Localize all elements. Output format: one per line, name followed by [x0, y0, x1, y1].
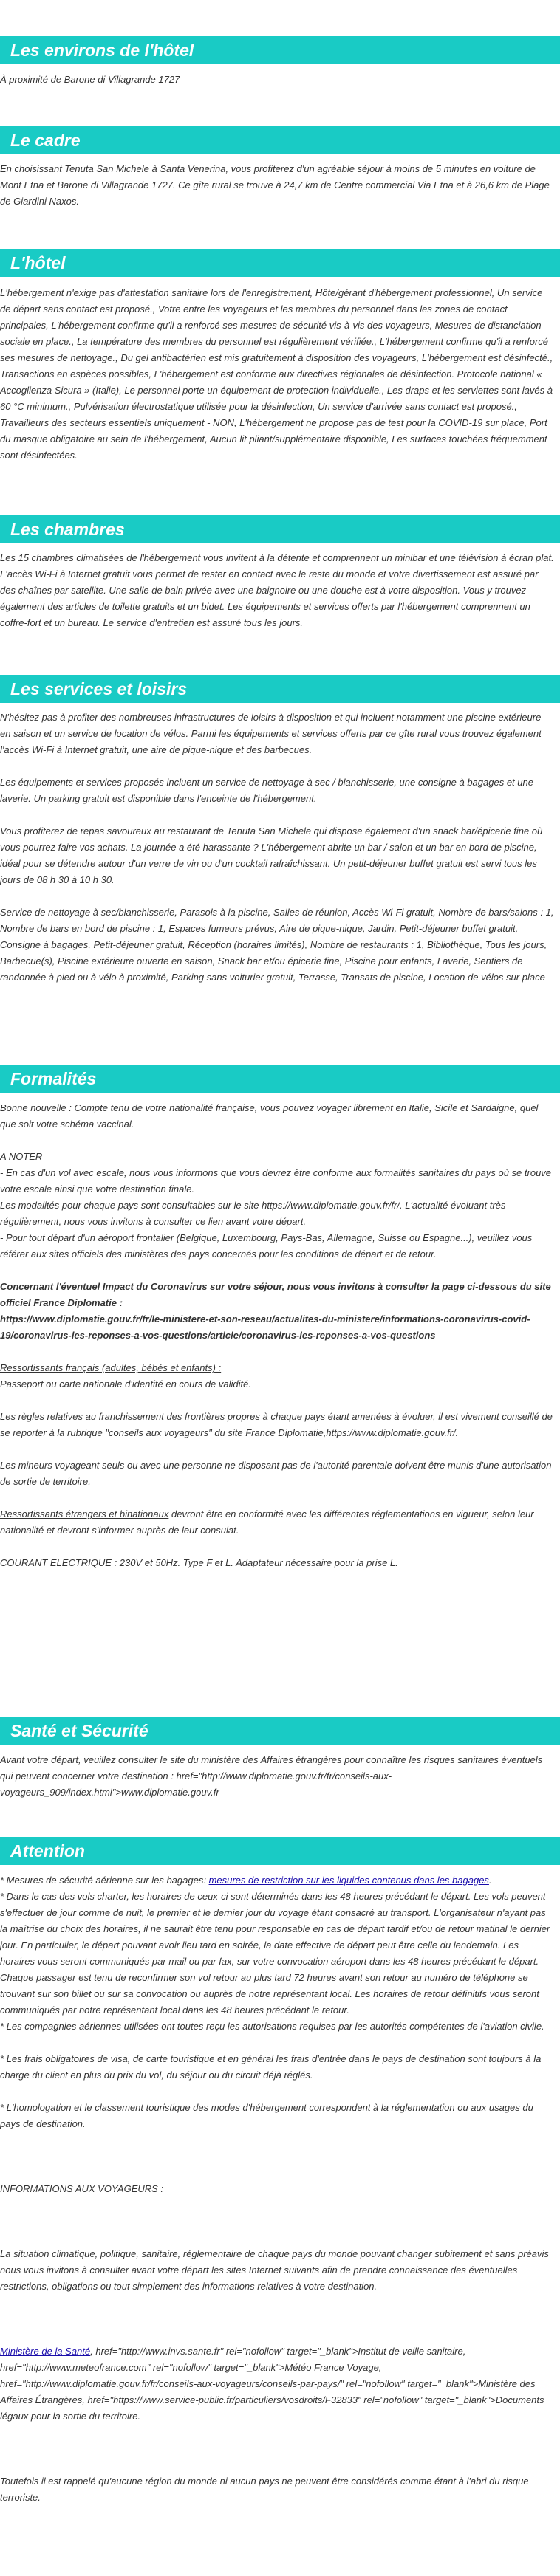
environs-text: À proximité de Barone di Villagrande 1727 [0, 74, 180, 85]
liquides-restriction-link[interactable]: mesures de restriction sur les liquides contenus dans les bagages [208, 1875, 489, 1886]
formalites-intro: Bonne nouvelle : Compte tenu de votre nationalité française, vous pouvez voyager librement en Italie, Sicile et Sardaigne, quel que soit votre schéma vaccinal. [0, 1102, 539, 1130]
homologation-notice: * L'homologation et le classement touristique des modes d'hébergement correspondent à la réglementation ou aux usages du pays de destination. [0, 2102, 533, 2129]
covid-notice-text: Concernant l'éventuel Impact du Coronavirus sur votre séjour, nous vous invitons à consulter la page ci-dessous du site officiel France Diplomatie : [0, 1281, 551, 1308]
mineurs-notice: Les mineurs voyageant seuls ou avec une personne ne disposant pas de l'autorité parentale doivent être munis d'une autorisation de sortie de territoire. [0, 1460, 552, 1487]
section-title-chambres: Les chambres [0, 515, 560, 543]
loisirs-paragraph-1: N'hésitez pas à profiter des nombreuses infrastructures de loisirs à disposition et qui incluent notamment une piscine extérieure en saison et un service de location de vélos. Parmi les équipements et services offerts par ce gîte rural vous trouvez également l'accès Wi-Fi à Internet gratuit, une aire de pique-nique et des barbecues. [0, 712, 542, 755]
section-title-environs: Les environs de l'hôtel [0, 36, 560, 64]
ressortissants-etrangers [0, 1506, 554, 1539]
charter-notice: * Dans le cas des vols charter, les horaires de ceux-ci sont déterminés dans les 48 heures précédant le départ. Les vols peuvent s'effectuer de jour comme de nuit, le premier et le dernier jour du voyage étant consacré au transport. L'organisateur n'ayant pas la maîtrise du choix des horaires, il ne saurait être tenu pour responsable en cas de départ tardif et/ou de retour matinal le dernier jour. En particulier, le départ pouvant avoir lieu tard en soirée, la date effective de départ peut être celle du lendemain. Les horaires vous seront communiqués par mail ou par fax, sur votre convocation aéroport dans les 48 heures précédant le départ. Chaque passager est tenu de reconfirmer son vol retour au plus tard 72 heures avant son retour au numéro de téléphone se trouvant sur son billet ou sur sa convocation ou auprès de notre représentant local. Les horaires de retour définitifs vous seront communiqués par notre représentant local dans les 48 heures précédant le retour. [0, 1891, 550, 2016]
frais-notice: * Les frais obligatoires de visa, de carte touristique et en général les frais d'entrée dans le pays de destination sont toujours à la charge du client en plus du prix du vol, du séjour ou du circuit déjà réglés. [0, 2053, 542, 2081]
compagnies-notice: * Les compagnies aériennes utilisées ont toutes reçu les autorisations requises par les autorités compétentes de l'aviation civile. [0, 2021, 544, 2032]
sites-utiles [0, 2343, 554, 2425]
ressortissants-francais [0, 1360, 554, 1392]
cadre-text: En choisissant Tenuta San Michele à Santa Venerina, vous profiterez d'un agréable séjour à moins de 5 minutes en voiture de Mont Etna et Barone di Villagrande 1727. Ce gîte rural se trouve à 24,7 km de Centre commercial Via Etna et à 26,6 km de Plage de Giardini Naxos. [0, 163, 550, 207]
regles-frontieres: Les règles relatives au franchissement des frontières propres à chaque pays étant amenées à évoluer, il est vivement conseillé de se reporter à la rubrique "conseils aux voyageurs" du site France Diplomatie,https://www.diplomatie.gouv.fr/. [0, 1411, 553, 1438]
sites-utiles-text: , href="http://www.invs.sante.fr" rel="nofollow" target="_blank">Institut de veille sanitaire, href="http://www.meteofrance.com" rel="nofollow" target="_blank">Météo France Voyage, href="http://www.diplomatie.gouv.fr/fr/conseils-aux-voyageurs/conseils-par-pays/" rel="nofollow" target="_blank">Ministère des Affaires Étrangères, href="https://www.service-public.fr/particuliers/vosdroits/F32833" rel="nofollow" target="_blank">Documents légaux pour la sortie du territoire. [0, 2346, 544, 2422]
loisirs-paragraph-4: Service de nettoyage à sec/blanchisserie, Parasols à la piscine, Salles de réunion, Accès Wi-Fi gratuit, Nombre de bars/salons : 1, Nombre de bars en bord de piscine : 1, Espaces fumeurs prévus, Aire de pique-nique, Jardin, Petit-déjeuner buffet gratuit, Consigne à bagages, Petit-déjeuner gratuit, Réception (horaires limités), Nombre de restaurants : 1, Bibliothèque, Tous les jours, Barbecue(s), Piscine extérieure ouverte en saison, Snack bar et/ou épicerie fine, Piscine pour enfants, Laverie, Sentiers de randonnée à pied ou à vélo à proximité, Parking sans voiturier gratuit, Terrasse, Transats de piscine, Location de vélos sur place [0, 907, 554, 983]
infos-voyageurs-label: INFORMATIONS AUX VOYAGEURS : [0, 2183, 164, 2194]
section-title-hotel: L'hôtel [0, 249, 560, 277]
loisirs-paragraph-2: Les équipements et services proposés incluent un service de nettoyage à sec / blanchisserie, une consigne à bagages et une laverie. Un parking gratuit est disponible dans l'enceinte de l'hébergement. [0, 777, 533, 804]
anoter-label: A NOTER [0, 1151, 43, 1162]
anoter-line-3: - Pour tout départ d'un aéroport frontalier (Belgique, Luxembourg, Pays-Bas, Allemagne, Suisse ou Espagne...), veuillez vous référer aux sites officiels des ministères des pays concernés pour les conditions de départ et de retour. [0, 1232, 533, 1260]
loisirs-paragraph-3: Vous profiterez de repas savoureux au restaurant de Tenuta San Michele qui dispose également d'un snack bar/épicerie fine où vous pourrez faire vos achats. La journée a été harassante ? L'hébergement abrite un bar / salon et un bar en bord de piscine, idéal pour se détendre autour d'un verre de vin ou d'un cocktail rafraîchissant. Un petit-déjeuner buffet gratuit est servi tous les jours de 08 h 30 à 10 h 30. [0, 825, 543, 885]
anoter-line-1: - En cas d'un vol avec escale, nous vous informons que vous devrez être conforme aux formalités sanitaires du pays où se trouve votre escale ainsi que votre destination finale. [0, 1167, 552, 1195]
courant-electrique: COURANT ELECTRIQUE : 230V et 50Hz. Type F et L. Adaptateur nécessaire pour la prise L. [0, 1557, 398, 1568]
bagages-suffix: . [488, 1875, 492, 1886]
section-title-sante: Santé et Sécurité [0, 1717, 560, 1745]
section-title-formalites: Formalités [0, 1065, 560, 1093]
loisirs-section [0, 710, 554, 986]
ressortissants-etrangers-text: devront être en conformité avec les différentes réglementations en vigueur, selon leur nationalité et devront s'informer auprès de leur consulat. [0, 1508, 534, 1536]
hotel-text: L'hébergement n'exige pas d'attestation sanitaire lors de l'enregistrement, Hôte/gérant d'hébergement professionnel, Un service de départ sans contact est proposé., Votre entre les voyageurs et les membres du personnel dans les zones de contact principales, L'hébergement confirme qu'il a renforcé ses mesures de sécurité vis-à-vis des voyageurs, Mesures de distanciation sociale en place., La température des membres du personnel est régulièrement vérifiée., L'hébergement confirme qu'il a renforcé ses mesures de nettoyage., Du gel antibactérien est mis gratuitement à disposition des voyageurs, L'hébergement est désinfecté., Transactions en espèces possibles, L'hébergement est conforme aux directives régionales de désinfection. Protocole national « Accoglienza Sicura » (Italie), Le personnel porte un équipement de protection individuelle., Les draps et les serviettes sont lavés à 60 °C minimum., Pulvérisation électrostatique utilisée pour la désinfection, Un service d'arrivée sans contact est proposé., Travailleurs des secteurs essentiels uniquement - NON, L'hébergement ne propose pas de test pour la COVID-19 sur place, Port du masque obligatoire au sein de l'hébergement, Aucun lit pliant/supplémentaire disponible, Les surfaces touchées fréquemment sont désinfectées. [0, 287, 553, 461]
situation-notice: La situation climatique, politique, sanitaire, réglementaire de chaque pays du monde pouvant changer subitement et sans préavis nous vous invitons à consulter avant votre départ les sites Internet suivants afin de prendre connaissance des éventuelles restrictions, obligations ou tout simplement des informations relatives à votre destination. [0, 2248, 549, 2292]
ministere-sante-link[interactable]: Ministère de la Santé [0, 2346, 91, 2357]
ressortissants-etrangers-label: Ressortissants étrangers et binationaux [0, 1508, 169, 1519]
covid-notice [0, 1279, 554, 1344]
covid-url: https://www.diplomatie.gouv.fr/fr/le-ministere-et-son-reseau/actualites-du-ministere/informations-coronavirus-covid-19/coronavirus-les-reponses-a-vos-questions/article/coronavirus-les-reponses-a-vos-questions [0, 1313, 530, 1341]
chambres-text: Les 15 chambres climatisées de l'hébergement vous invitent à la détente et comprennent un minibar et une télévision à écran plat. L'accès Wi-Fi à Internet gratuit vous permet de rester en contact avec le reste du monde et votre divertissement est assuré par des chaînes par satellite. Une salle de bain privée avec une baignoire ou une douche est à votre disposition. Vous y trouvez également des articles de toilette gratuits et un bidet. Les équipements et services offerts par l'hébergement comprennent un coffre-fort et un bureau. Le service d'entretien est assuré tous les jours. [0, 552, 554, 628]
formalites-section [0, 1100, 554, 1571]
ressortissants-francais-label: Ressortissants français (adultes, bébés et enfants) : [0, 1362, 222, 1373]
section-title-attention: Attention [0, 1837, 560, 1865]
attention-section [0, 1872, 554, 2506]
bagages-prefix: * Mesures de sécurité aérienne sur les bagages: [0, 1875, 209, 1886]
ressortissants-francais-text: Passeport ou carte nationale d'identité en cours de validité. [0, 1378, 251, 1390]
section-title-loisirs: Les services et loisirs [0, 675, 560, 703]
terrorisme-notice: Toutefois il est rappelé qu'aucune région du monde ni aucun pays ne peuvent être considérés comme étant à l'abri du risque terroriste. [0, 2476, 529, 2503]
section-title-cadre: Le cadre [0, 126, 560, 154]
sante-text: Avant votre départ, veuillez consulter le site du ministère des Affaires étrangères pour connaître les risques sanitaires éventuels qui peuvent concerner votre destination : href="http://www.diplomatie.gouv.fr/fr/conseils-aux-voyageurs_909/index.html">www.diplomatie.gouv.fr [0, 1754, 543, 1798]
anoter-line-2: Les modalités pour chaque pays sont consultables sur le site https://www.diplomatie.gouv.fr/fr/. L'actualité évoluant très régulièrement, nous vous invitons à consulter ce lien avant votre départ. [0, 1200, 506, 1227]
bagages-notice [0, 1872, 554, 1889]
